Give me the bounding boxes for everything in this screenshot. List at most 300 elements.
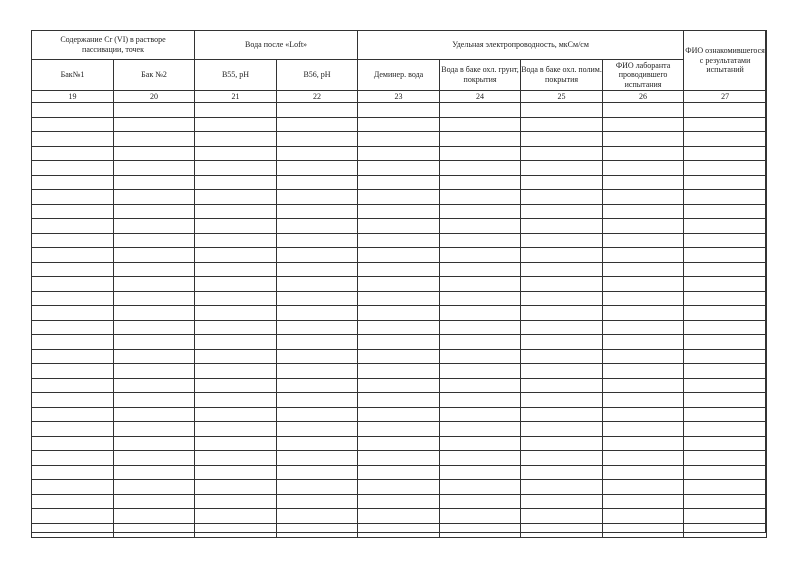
table-cell[interactable]	[277, 436, 358, 451]
table-cell[interactable]	[603, 190, 684, 205]
table-cell[interactable]	[521, 146, 603, 161]
table-cell[interactable]	[603, 204, 684, 219]
table-cell[interactable]	[603, 291, 684, 306]
table-cell[interactable]	[195, 335, 277, 350]
table-cell[interactable]	[521, 291, 603, 306]
table-cell[interactable]	[521, 306, 603, 321]
table-cell[interactable]	[358, 175, 440, 190]
log-table	[31, 30, 767, 538]
table-cell[interactable]	[114, 291, 195, 306]
table-cell[interactable]	[684, 451, 767, 466]
table-cell[interactable]	[32, 422, 114, 437]
table-cell[interactable]	[603, 277, 684, 292]
table-cell[interactable]	[440, 480, 521, 495]
subheader-tank-cooling-primer: Вода в баке охл. грунт, покрытия	[440, 60, 521, 91]
table-row	[32, 219, 767, 234]
table-cell[interactable]	[114, 523, 195, 538]
column-number: 21	[195, 91, 277, 103]
table-cell[interactable]	[114, 335, 195, 350]
table-cell[interactable]	[195, 436, 277, 451]
table-cell[interactable]	[603, 132, 684, 147]
table-cell[interactable]	[32, 451, 114, 466]
table-cell[interactable]	[114, 494, 195, 509]
table-cell[interactable]	[521, 393, 603, 408]
table-cell[interactable]	[358, 393, 440, 408]
subheader-tank2: Бак №2	[114, 60, 195, 91]
table-cell[interactable]	[684, 393, 767, 408]
table-cell[interactable]	[603, 378, 684, 393]
table-cell[interactable]	[603, 451, 684, 466]
table-cell[interactable]	[277, 320, 358, 335]
table-cell[interactable]	[277, 262, 358, 277]
table-cell[interactable]	[440, 132, 521, 147]
table-cell[interactable]	[195, 161, 277, 176]
table-cell[interactable]	[358, 509, 440, 524]
table-cell[interactable]	[440, 451, 521, 466]
table-cell[interactable]	[277, 335, 358, 350]
table-cell[interactable]	[195, 451, 277, 466]
table-cell[interactable]	[684, 407, 767, 422]
table-cell[interactable]	[440, 349, 521, 364]
table-cell[interactable]	[521, 277, 603, 292]
table-row	[32, 465, 767, 480]
table-cell[interactable]	[195, 233, 277, 248]
table-cell[interactable]	[358, 262, 440, 277]
table-cell[interactable]	[195, 146, 277, 161]
table-cell[interactable]	[32, 175, 114, 190]
table-cell[interactable]	[521, 204, 603, 219]
table-cell[interactable]	[684, 117, 767, 132]
table-cell[interactable]	[358, 132, 440, 147]
table-cell[interactable]	[684, 161, 767, 176]
table-cell[interactable]	[32, 320, 114, 335]
table-cell[interactable]	[114, 465, 195, 480]
table-cell[interactable]	[358, 451, 440, 466]
table-cell[interactable]	[440, 161, 521, 176]
table-cell[interactable]	[32, 465, 114, 480]
table-cell[interactable]	[114, 146, 195, 161]
table-cell[interactable]	[521, 117, 603, 132]
table-cell[interactable]	[114, 393, 195, 408]
table-cell[interactable]	[114, 480, 195, 495]
table-cell[interactable]	[277, 204, 358, 219]
table-cell[interactable]	[195, 349, 277, 364]
table-cell[interactable]	[32, 262, 114, 277]
table-cell[interactable]	[114, 132, 195, 147]
table-cell[interactable]	[195, 262, 277, 277]
table-cell[interactable]	[195, 465, 277, 480]
table-cell[interactable]	[358, 364, 440, 379]
table-cell[interactable]	[114, 436, 195, 451]
table-cell[interactable]	[521, 262, 603, 277]
table-cell[interactable]	[114, 349, 195, 364]
table-cell[interactable]	[277, 146, 358, 161]
table-cell[interactable]	[684, 190, 767, 205]
table-cell[interactable]	[277, 277, 358, 292]
table-cell[interactable]	[440, 233, 521, 248]
table-cell[interactable]	[358, 161, 440, 176]
table-cell[interactable]	[358, 291, 440, 306]
table-cell[interactable]	[521, 349, 603, 364]
table-row	[32, 306, 767, 321]
table-cell[interactable]	[358, 422, 440, 437]
table-cell[interactable]	[358, 465, 440, 480]
table-cell[interactable]	[684, 494, 767, 509]
table-cell[interactable]	[358, 407, 440, 422]
table-cell[interactable]	[195, 190, 277, 205]
table-cell[interactable]	[114, 306, 195, 321]
table-cell[interactable]	[684, 378, 767, 393]
table-cell[interactable]	[195, 509, 277, 524]
table-cell[interactable]	[684, 233, 767, 248]
table-cell[interactable]	[603, 509, 684, 524]
table-cell[interactable]	[32, 436, 114, 451]
table-cell[interactable]	[603, 175, 684, 190]
table-cell[interactable]	[684, 262, 767, 277]
table-cell[interactable]	[521, 190, 603, 205]
table-cell[interactable]	[32, 523, 114, 538]
table-cell[interactable]	[114, 320, 195, 335]
column-number: 26	[603, 91, 684, 103]
table-cell[interactable]	[277, 494, 358, 509]
table-cell[interactable]	[114, 422, 195, 437]
table-cell[interactable]	[358, 436, 440, 451]
table-cell[interactable]	[521, 364, 603, 379]
table-cell[interactable]	[603, 393, 684, 408]
table-cell[interactable]	[358, 146, 440, 161]
table-row	[32, 204, 767, 219]
table-cell[interactable]	[277, 422, 358, 437]
table-cell[interactable]	[440, 262, 521, 277]
table-cell[interactable]	[440, 509, 521, 524]
table-cell[interactable]	[521, 132, 603, 147]
table-cell[interactable]	[521, 175, 603, 190]
table-cell[interactable]	[603, 103, 684, 118]
table-cell[interactable]	[440, 291, 521, 306]
table-cell[interactable]	[195, 248, 277, 263]
table-row	[32, 494, 767, 509]
table-cell[interactable]	[684, 465, 767, 480]
table-row	[32, 378, 767, 393]
table-cell[interactable]	[358, 494, 440, 509]
table-cell[interactable]	[195, 291, 277, 306]
table-cell[interactable]	[277, 233, 358, 248]
table-cell[interactable]	[277, 291, 358, 306]
table-cell[interactable]	[114, 175, 195, 190]
table-cell[interactable]	[114, 262, 195, 277]
table-cell[interactable]	[32, 219, 114, 234]
header-conductivity: Удельная электропроводность, мкСм/см	[358, 31, 684, 60]
table-cell[interactable]	[114, 117, 195, 132]
table-cell[interactable]	[358, 248, 440, 263]
table-cell[interactable]	[195, 132, 277, 147]
table-cell[interactable]	[440, 248, 521, 263]
table-cell[interactable]	[603, 436, 684, 451]
table-cell[interactable]	[440, 407, 521, 422]
table-cell[interactable]	[195, 204, 277, 219]
table-cell[interactable]	[358, 103, 440, 118]
table-cell[interactable]	[114, 204, 195, 219]
table-cell[interactable]	[277, 103, 358, 118]
table-cell[interactable]	[195, 219, 277, 234]
table-cell[interactable]	[684, 103, 767, 118]
table-cell[interactable]	[114, 407, 195, 422]
table-cell[interactable]	[440, 175, 521, 190]
table-cell[interactable]	[32, 161, 114, 176]
table-cell[interactable]	[358, 233, 440, 248]
table-cell[interactable]	[114, 190, 195, 205]
table-cell[interactable]	[521, 480, 603, 495]
table-cell[interactable]	[277, 509, 358, 524]
table-cell[interactable]	[32, 132, 114, 147]
table-cell[interactable]	[440, 436, 521, 451]
table-cell[interactable]	[521, 233, 603, 248]
subheader-tank1: Бак№1	[32, 60, 114, 91]
table-cell[interactable]	[440, 364, 521, 379]
table-cell[interactable]	[32, 494, 114, 509]
table-cell[interactable]	[277, 175, 358, 190]
column-number-row	[32, 91, 767, 103]
table-cell[interactable]	[114, 451, 195, 466]
table-cell[interactable]	[440, 422, 521, 437]
table-cell[interactable]	[32, 204, 114, 219]
table-cell[interactable]	[684, 320, 767, 335]
table-cell[interactable]	[521, 494, 603, 509]
table-cell[interactable]	[521, 451, 603, 466]
table-cell[interactable]	[440, 465, 521, 480]
table-cell[interactable]	[277, 480, 358, 495]
table-cell[interactable]	[440, 393, 521, 408]
table-cell[interactable]	[32, 509, 114, 524]
table-cell[interactable]	[32, 364, 114, 379]
table-cell[interactable]	[277, 117, 358, 132]
table-cell[interactable]	[603, 146, 684, 161]
table-cell[interactable]	[440, 378, 521, 393]
table-cell[interactable]	[114, 378, 195, 393]
table-cell[interactable]	[358, 306, 440, 321]
table-cell[interactable]	[684, 480, 767, 495]
table-cell[interactable]	[277, 523, 358, 538]
table-cell[interactable]	[195, 422, 277, 437]
table-cell[interactable]	[521, 523, 603, 538]
table-cell[interactable]	[32, 378, 114, 393]
table-cell[interactable]	[32, 117, 114, 132]
table-cell[interactable]	[603, 320, 684, 335]
table-cell[interactable]	[603, 480, 684, 495]
table-cell[interactable]	[684, 523, 767, 538]
table-cell[interactable]	[277, 378, 358, 393]
table-cell[interactable]	[440, 277, 521, 292]
table-cell[interactable]	[195, 117, 277, 132]
table-cell[interactable]	[32, 335, 114, 350]
table-cell[interactable]	[195, 494, 277, 509]
table-cell[interactable]	[440, 335, 521, 350]
header-chromium-content: Содержание Cr (VI) в растворе пассивации, точек	[32, 31, 195, 60]
measurement-log-table	[31, 30, 766, 533]
table-cell[interactable]	[684, 204, 767, 219]
table-cell[interactable]	[32, 407, 114, 422]
table-cell[interactable]	[603, 219, 684, 234]
table-cell[interactable]	[603, 422, 684, 437]
table-cell[interactable]	[277, 465, 358, 480]
table-cell[interactable]	[603, 494, 684, 509]
table-cell[interactable]	[684, 146, 767, 161]
table-cell[interactable]	[277, 161, 358, 176]
table-cell[interactable]	[32, 277, 114, 292]
table-cell[interactable]	[114, 509, 195, 524]
table-cell[interactable]	[684, 132, 767, 147]
table-cell[interactable]	[603, 161, 684, 176]
table-cell[interactable]	[440, 494, 521, 509]
table-cell[interactable]	[358, 378, 440, 393]
table-cell[interactable]	[195, 393, 277, 408]
table-cell[interactable]	[114, 248, 195, 263]
table-cell[interactable]	[277, 349, 358, 364]
table-cell[interactable]	[684, 436, 767, 451]
table-cell[interactable]	[521, 320, 603, 335]
table-cell[interactable]	[277, 190, 358, 205]
table-cell[interactable]	[603, 523, 684, 538]
table-cell[interactable]	[358, 523, 440, 538]
table-cell[interactable]	[114, 277, 195, 292]
table-cell[interactable]	[195, 523, 277, 538]
table-cell[interactable]	[32, 291, 114, 306]
table-cell[interactable]	[684, 306, 767, 321]
table-row	[32, 509, 767, 524]
table-cell[interactable]	[603, 248, 684, 263]
table-cell[interactable]	[32, 103, 114, 118]
table-cell[interactable]	[32, 190, 114, 205]
table-cell[interactable]	[684, 291, 767, 306]
table-cell[interactable]	[195, 480, 277, 495]
table-cell[interactable]	[277, 248, 358, 263]
table-cell[interactable]	[684, 335, 767, 350]
table-cell[interactable]	[440, 523, 521, 538]
column-number: 25	[521, 91, 603, 103]
table-cell[interactable]	[521, 335, 603, 350]
table-cell[interactable]	[277, 306, 358, 321]
table-cell[interactable]	[521, 422, 603, 437]
table-cell[interactable]	[684, 248, 767, 263]
table-cell[interactable]	[358, 480, 440, 495]
table-cell[interactable]	[603, 262, 684, 277]
column-number: 22	[277, 91, 358, 103]
table-cell[interactable]	[195, 364, 277, 379]
table-cell[interactable]	[358, 204, 440, 219]
table-cell[interactable]	[277, 451, 358, 466]
table-cell[interactable]	[521, 103, 603, 118]
table-row	[32, 190, 767, 205]
table-cell[interactable]	[603, 364, 684, 379]
table-cell[interactable]	[603, 306, 684, 321]
table-cell[interactable]	[277, 407, 358, 422]
table-cell[interactable]	[521, 436, 603, 451]
table-cell[interactable]	[114, 364, 195, 379]
column-number: 24	[440, 91, 521, 103]
table-cell[interactable]	[277, 364, 358, 379]
table-cell[interactable]	[277, 132, 358, 147]
table-row	[32, 364, 767, 379]
table-cell[interactable]	[358, 219, 440, 234]
table-cell[interactable]	[32, 349, 114, 364]
column-number: 19	[32, 91, 114, 103]
table-cell[interactable]	[440, 146, 521, 161]
table-row	[32, 233, 767, 248]
table-row	[32, 480, 767, 495]
table-cell[interactable]	[684, 349, 767, 364]
table-cell[interactable]	[440, 320, 521, 335]
table-cell[interactable]	[32, 480, 114, 495]
table-cell[interactable]	[195, 378, 277, 393]
table-cell[interactable]	[358, 190, 440, 205]
table-cell[interactable]	[32, 146, 114, 161]
table-cell[interactable]	[32, 233, 114, 248]
table-cell[interactable]	[440, 219, 521, 234]
table-cell[interactable]	[440, 117, 521, 132]
table-cell[interactable]	[684, 277, 767, 292]
table-cell[interactable]	[358, 349, 440, 364]
table-cell[interactable]	[195, 175, 277, 190]
table-cell[interactable]	[277, 219, 358, 234]
table-cell[interactable]	[521, 378, 603, 393]
table-row	[32, 132, 767, 147]
table-cell[interactable]	[358, 277, 440, 292]
table-cell[interactable]	[684, 422, 767, 437]
table-cell[interactable]	[521, 161, 603, 176]
table-cell[interactable]	[603, 233, 684, 248]
table-cell[interactable]	[603, 349, 684, 364]
table-row	[32, 291, 767, 306]
table-cell[interactable]	[195, 407, 277, 422]
table-cell[interactable]	[277, 393, 358, 408]
table-cell[interactable]	[684, 509, 767, 524]
subheader-lab-fio: ФИО лаборанта проводившего испытания	[603, 60, 684, 91]
table-cell[interactable]	[32, 393, 114, 408]
table-cell[interactable]	[358, 117, 440, 132]
table-cell[interactable]	[32, 248, 114, 263]
table-cell[interactable]	[521, 407, 603, 422]
table-cell[interactable]	[114, 233, 195, 248]
table-cell[interactable]	[440, 103, 521, 118]
table-cell[interactable]	[521, 248, 603, 263]
table-row	[32, 335, 767, 350]
table-cell[interactable]	[440, 306, 521, 321]
table-cell[interactable]	[32, 306, 114, 321]
table-cell[interactable]	[358, 335, 440, 350]
table-cell[interactable]	[440, 190, 521, 205]
table-cell[interactable]	[195, 277, 277, 292]
table-cell[interactable]	[603, 335, 684, 350]
table-cell[interactable]	[195, 320, 277, 335]
table-cell[interactable]	[358, 320, 440, 335]
table-cell[interactable]	[195, 306, 277, 321]
table-cell[interactable]	[440, 204, 521, 219]
table-cell[interactable]	[521, 509, 603, 524]
table-cell[interactable]	[603, 465, 684, 480]
table-cell[interactable]	[684, 364, 767, 379]
table-cell[interactable]	[603, 117, 684, 132]
table-cell[interactable]	[684, 219, 767, 234]
table-cell[interactable]	[603, 407, 684, 422]
table-row	[32, 248, 767, 263]
table-cell[interactable]	[684, 175, 767, 190]
table-cell[interactable]	[114, 219, 195, 234]
table-cell[interactable]	[114, 103, 195, 118]
table-cell[interactable]	[521, 465, 603, 480]
table-cell[interactable]	[521, 219, 603, 234]
table-cell[interactable]	[114, 161, 195, 176]
table-cell[interactable]	[195, 103, 277, 118]
